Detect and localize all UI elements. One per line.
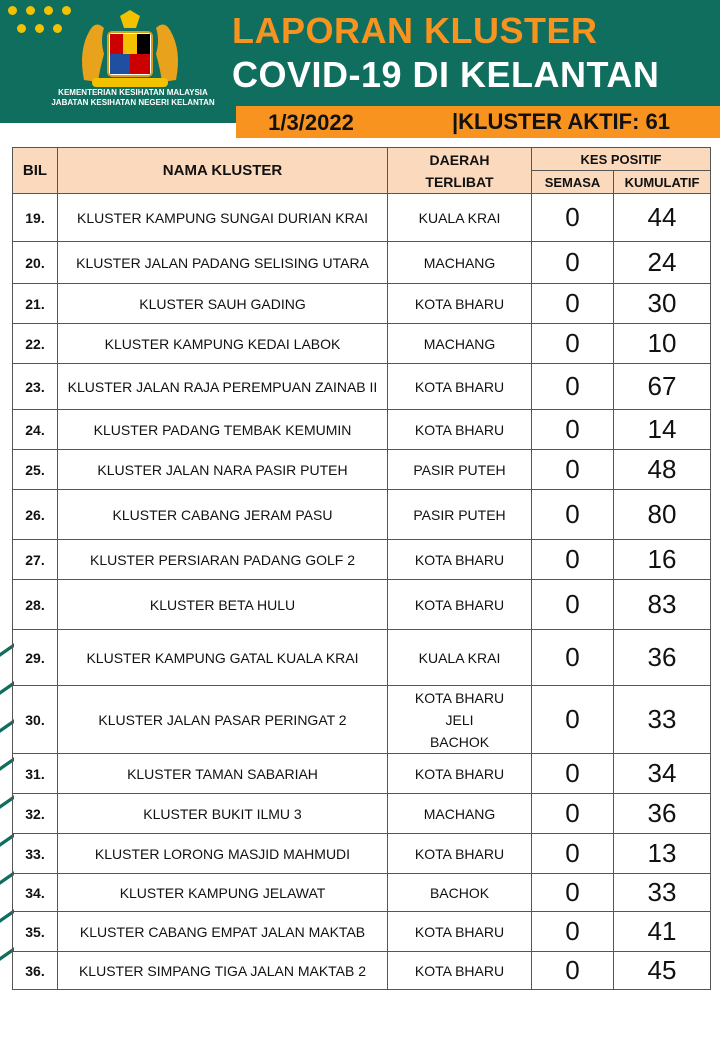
- header-banner: [0, 0, 720, 123]
- row-semasa: 0: [532, 410, 614, 450]
- row-bil: 36.: [13, 952, 58, 990]
- row-semasa: 0: [532, 364, 614, 410]
- active-cluster-count: |KLUSTER AKTIF: 61: [452, 109, 671, 134]
- row-daerah: KOTA BHARU: [388, 912, 532, 952]
- row-kumulatif: 44: [614, 194, 711, 242]
- row-bil: 22.: [13, 324, 58, 364]
- table-row: [13, 324, 711, 364]
- table-row: [13, 242, 711, 284]
- row-semasa: 0: [532, 686, 614, 754]
- row-daerah: MACHANG: [388, 242, 532, 284]
- table-row: [13, 686, 711, 754]
- row-kumulatif: 48: [614, 450, 711, 490]
- header-daerah-line1: DAERAH: [429, 151, 490, 168]
- table-row: [13, 490, 711, 540]
- row-daerah: KOTA BHARU: [388, 540, 532, 580]
- row-bil: 23.: [13, 364, 58, 410]
- row-semasa: 0: [532, 754, 614, 794]
- row-kumulatif: 80: [614, 490, 711, 540]
- table-row: [13, 540, 711, 580]
- table-row: [13, 630, 711, 686]
- header-kumulatif: KUMULATIF: [614, 171, 711, 194]
- row-semasa: 0: [532, 284, 614, 324]
- table-row: [13, 874, 711, 912]
- row-daerah: KOTA BHARU: [388, 410, 532, 450]
- row-daerah: PASIR PUTEH: [388, 450, 532, 490]
- row-nama-kluster: KLUSTER KAMPUNG KEDAI LABOK: [58, 324, 388, 364]
- row-nama-kluster: KLUSTER LORONG MASJID MAHMUDI: [58, 834, 388, 874]
- row-nama-kluster: KLUSTER BUKIT ILMU 3: [58, 794, 388, 834]
- ministry-label: [38, 88, 228, 108]
- row-semasa: 0: [532, 540, 614, 580]
- row-semasa: 0: [532, 194, 614, 242]
- table-row: [13, 364, 711, 410]
- row-kumulatif: 33: [614, 874, 711, 912]
- row-bil: 21.: [13, 284, 58, 324]
- report-title: LAPORAN KLUSTER: [232, 10, 598, 51]
- row-kumulatif: 36: [614, 794, 711, 834]
- row-semasa: 0: [532, 580, 614, 630]
- header-kes-positif: KES POSITIF: [532, 148, 711, 171]
- table-row: [13, 450, 711, 490]
- row-semasa: 0: [532, 794, 614, 834]
- row-kumulatif: 33: [614, 686, 711, 754]
- row-nama-kluster: KLUSTER JALAN PADANG SELISING UTARA: [58, 242, 388, 284]
- row-semasa: 0: [532, 324, 614, 364]
- row-daerah: KOTA BHARU JELI BACHOK: [388, 686, 532, 754]
- row-kumulatif: 16: [614, 540, 711, 580]
- row-nama-kluster: KLUSTER PADANG TEMBAK KEMUMIN: [58, 410, 388, 450]
- row-kumulatif: 13: [614, 834, 711, 874]
- row-kumulatif: 83: [614, 580, 711, 630]
- row-daerah: KUALA KRAI: [388, 194, 532, 242]
- row-bil: 29.: [13, 630, 58, 686]
- row-nama-kluster: KLUSTER TAMAN SABARIAH: [58, 754, 388, 794]
- row-semasa: 0: [532, 912, 614, 952]
- table-row: [13, 580, 711, 630]
- row-nama-kluster: KLUSTER BETA HULU: [58, 580, 388, 630]
- row-bil: 25.: [13, 450, 58, 490]
- row-daerah: MACHANG: [388, 794, 532, 834]
- ministry-line2: JABATAN KESIHATAN NEGERI KELANTAN: [51, 98, 215, 107]
- row-semasa: 0: [532, 952, 614, 990]
- row-bil: 32.: [13, 794, 58, 834]
- row-kumulatif: 30: [614, 284, 711, 324]
- row-kumulatif: 34: [614, 754, 711, 794]
- header-daerah-terlibat: [388, 148, 532, 194]
- row-nama-kluster: KLUSTER KAMPUNG JELAWAT: [58, 874, 388, 912]
- row-daerah: KOTA BHARU: [388, 952, 532, 990]
- row-kumulatif: 24: [614, 242, 711, 284]
- report-subtitle: COVID-19 DI KELANTAN: [232, 54, 660, 95]
- row-semasa: 0: [532, 874, 614, 912]
- row-nama-kluster: KLUSTER KAMPUNG SUNGAI DURIAN KRAI: [58, 194, 388, 242]
- row-bil: 27.: [13, 540, 58, 580]
- row-nama-kluster: KLUSTER JALAN NARA PASIR PUTEH: [58, 450, 388, 490]
- row-nama-kluster: KLUSTER JALAN PASAR PERINGAT 2: [58, 686, 388, 754]
- table-row: [13, 754, 711, 794]
- row-kumulatif: 45: [614, 952, 711, 990]
- row-semasa: 0: [532, 450, 614, 490]
- header-bil: BIL: [13, 148, 58, 194]
- row-bil: 31.: [13, 754, 58, 794]
- row-daerah: KOTA BHARU: [388, 364, 532, 410]
- row-bil: 33.: [13, 834, 58, 874]
- row-bil: 20.: [13, 242, 58, 284]
- row-kumulatif: 41: [614, 912, 711, 952]
- row-daerah: BACHOK: [388, 874, 532, 912]
- row-semasa: 0: [532, 242, 614, 284]
- row-semasa: 0: [532, 834, 614, 874]
- row-kumulatif: 10: [614, 324, 711, 364]
- row-daerah: KOTA BHARU: [388, 754, 532, 794]
- header-nama-kluster: NAMA KLUSTER: [58, 148, 388, 194]
- row-nama-kluster: KLUSTER KAMPUNG GATAL KUALA KRAI: [58, 630, 388, 686]
- header-daerah-line2: TERLIBAT: [425, 173, 494, 190]
- row-daerah: KUALA KRAI: [388, 630, 532, 686]
- row-semasa: 0: [532, 490, 614, 540]
- row-nama-kluster: KLUSTER SAUH GADING: [58, 284, 388, 324]
- row-nama-kluster: KLUSTER SIMPANG TIGA JALAN MAKTAB 2: [58, 952, 388, 990]
- row-kumulatif: 14: [614, 410, 711, 450]
- row-nama-kluster: KLUSTER CABANG EMPAT JALAN MAKTAB: [58, 912, 388, 952]
- row-bil: 24.: [13, 410, 58, 450]
- row-bil: 26.: [13, 490, 58, 540]
- report-date: 1/3/2022: [268, 110, 354, 135]
- table-row: [13, 952, 711, 990]
- row-nama-kluster: KLUSTER JALAN RAJA PEREMPUAN ZAINAB II: [58, 364, 388, 410]
- row-daerah: KOTA BHARU: [388, 580, 532, 630]
- table-row: [13, 410, 711, 450]
- ministry-line1: KEMENTERIAN KESIHATAN MALAYSIA: [58, 88, 208, 97]
- header-semasa: SEMASA: [532, 171, 614, 194]
- table-row: [13, 834, 711, 874]
- row-nama-kluster: KLUSTER PERSIARAN PADANG GOLF 2: [58, 540, 388, 580]
- row-bil: 19.: [13, 194, 58, 242]
- table-row: [13, 284, 711, 324]
- table-row: [13, 912, 711, 952]
- row-nama-kluster: KLUSTER CABANG JERAM PASU: [58, 490, 388, 540]
- row-bil: 28.: [13, 580, 58, 630]
- table-row: [13, 794, 711, 834]
- row-bil: 35.: [13, 912, 58, 952]
- table-row: [13, 194, 711, 242]
- row-bil: 30.: [13, 686, 58, 754]
- row-kumulatif: 67: [614, 364, 711, 410]
- row-kumulatif: 36: [614, 630, 711, 686]
- row-semasa: 0: [532, 630, 614, 686]
- row-bil: 34.: [13, 874, 58, 912]
- row-daerah: PASIR PUTEH: [388, 490, 532, 540]
- row-daerah: MACHANG: [388, 324, 532, 364]
- row-daerah: KOTA BHARU: [388, 284, 532, 324]
- coat-of-arms-icon: [70, 10, 190, 90]
- row-daerah: KOTA BHARU: [388, 834, 532, 874]
- cluster-table: [12, 147, 711, 990]
